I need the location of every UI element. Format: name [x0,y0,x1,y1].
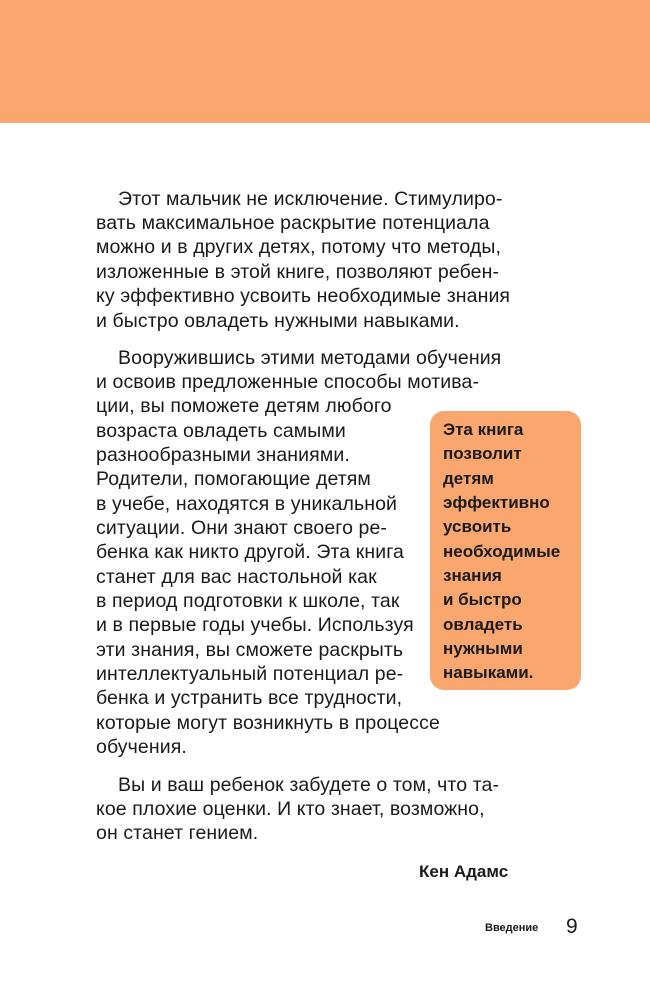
paragraph-2-line-4: возраста овладеть самыми [96,420,346,442]
paragraph-3-line-1: Вы и ваш ребенок забудете о том, что та- [118,774,500,796]
paragraph-2-line-12: и в первые годы учебы. Используя [96,614,414,636]
paragraph-3-line-2: кое плохие оценки. И кто знает, возможно, [96,798,485,820]
paragraph-2-line-9: бенка как никто другой. Эта книга [96,541,404,563]
paragraph-2-line-14: интеллектуальный потенциал ре- [96,663,404,685]
pull-quote-line-3: детям [443,469,494,488]
paragraph-1-line-5: ку эффективно усвоить необходимые знания [96,285,511,307]
pull-quote-line-4: эффективно [443,493,550,512]
paragraph-1-line-3: можно и в других детях, потому что методы, [96,236,501,258]
running-footer-section: Введение [485,922,539,934]
paragraph-2-line-11: в период подготовки к школе, так [96,590,400,612]
pull-quote-line-11: навыками. [443,663,534,682]
paragraph-2-line-17: обучения. [96,736,187,758]
paragraph-1-line-4: изложенные в этой книге, позволяют ребен- [96,261,500,283]
header-color-band [0,0,650,123]
paragraph-3-line-3: он станет гением. [96,822,259,844]
paragraph-2-line-8: ситуации. Они знают своего ре- [96,517,388,539]
pull-quote-line-5: усвоить [443,517,512,536]
page-number: 9 [566,915,578,938]
paragraph-2-line-10: станет для вас настольной как [96,566,377,588]
pull-quote-line-7: знания [443,566,502,585]
paragraph-2-line-2: и освоив предложенные способы мотива- [96,371,480,393]
paragraph-2-line-15: бенка и устранить все трудности, [96,687,403,709]
paragraph-1-line-6: и быстро овладеть нужными навыками. [96,310,460,332]
paragraph-2-line-16: которые могут возникнуть в процессе [96,712,440,734]
paragraph-1-line-1: Этот мальчик не исключение. Стимулиро- [118,188,503,210]
pull-quote-line-8: и быстро [443,590,522,609]
pull-quote-line-1: Эта книга [443,420,524,439]
paragraph-2-line-1: Вооружившись этими методами обучения [118,347,502,369]
paragraph-2-line-13: эти знания, вы сможете раскрыть [96,639,404,661]
paragraph-1-line-2: вать максимальное раскрытие потенциала [96,212,490,234]
pull-quote-line-2: позволит [443,444,522,463]
paragraph-2-line-5: разнообразными знаниями. [96,444,350,466]
pull-quote-line-9: овладеть [443,615,523,634]
author-signature: Кен Адамс [419,862,509,881]
pull-quote-line-6: необходимые [443,542,561,561]
paragraph-2-line-6: Родители, помогающие детям [96,468,371,490]
paragraph-2-line-7: в учебе, находятся в уникальной [96,493,398,515]
pull-quote-line-10: нужными [443,639,523,658]
paragraph-2-line-3: ции, вы поможете детям любого [96,395,392,417]
